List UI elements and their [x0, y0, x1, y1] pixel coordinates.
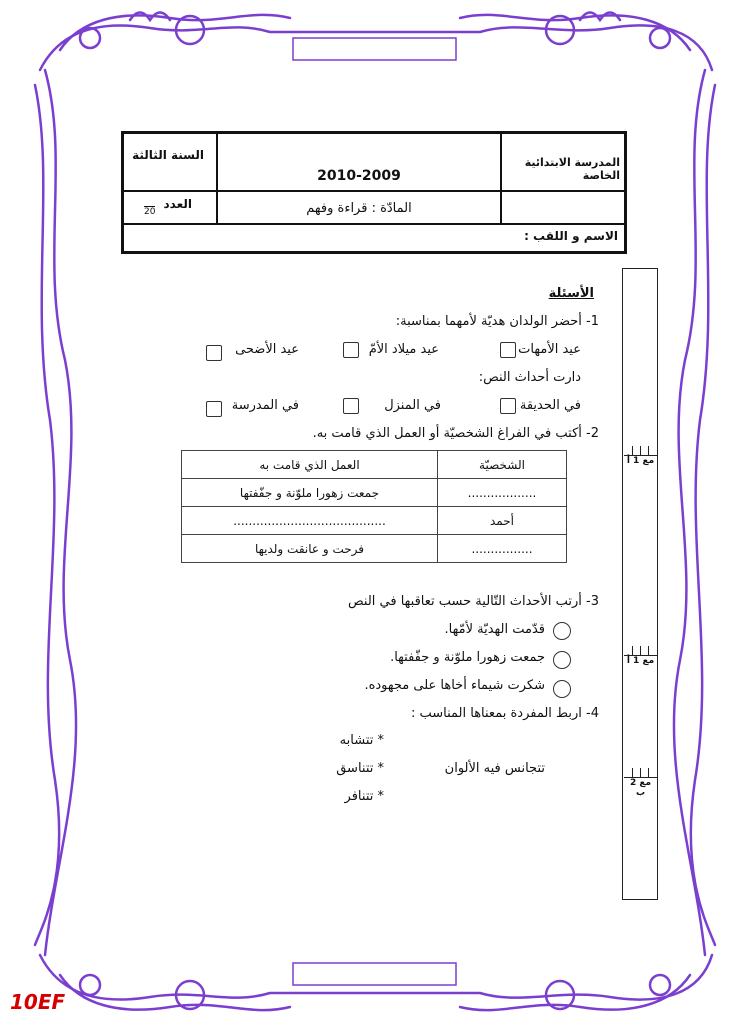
q4-prompt: 4- اربط المفردة بمعناها المناسب :	[410, 706, 599, 721]
school-name: المدرسة الابتدائية الخاصة	[500, 134, 624, 192]
mark-box-3	[624, 768, 657, 798]
q4-word-2: * تتناسق	[336, 761, 384, 776]
table-row	[182, 535, 567, 563]
table-header: الشخصيّة	[438, 451, 567, 479]
table-header-row	[182, 451, 567, 479]
q3-prompt: 3- أرتب الأحداث التّالية حسب تعاقبها في النص	[347, 594, 599, 609]
score-label: العدد	[163, 197, 192, 211]
q1-option-1: عيد الأمهات	[518, 342, 581, 357]
table-cell: أحمد	[438, 507, 567, 535]
table-row	[182, 507, 567, 535]
q3-item-3: شكرت شيماء أخاها على مجهوده.	[364, 678, 545, 693]
q1-option-3: عيد الأضحى	[235, 342, 299, 357]
mark-ticks	[624, 446, 657, 456]
mark-box-2	[624, 646, 657, 666]
q3-order-circle-1[interactable]	[553, 622, 571, 640]
grading-column	[622, 268, 658, 900]
table-cell[interactable]: ..................	[438, 479, 567, 507]
q1b-checkbox-2[interactable]	[343, 398, 359, 414]
mark-label: مع 1 أ	[626, 456, 655, 466]
empty-cell	[500, 192, 624, 225]
q1b-option-3: في المدرسة	[231, 398, 299, 413]
header-table	[121, 131, 627, 254]
q1-checkbox-2[interactable]	[343, 342, 359, 358]
q2-prompt: 2- أكتب في الفراغ الشخصيّة أو العمل الذي قامت به.	[312, 426, 599, 441]
mark-ticks	[624, 646, 657, 656]
mark-box-1	[624, 446, 657, 466]
q4-word-3: * تتنافر	[344, 789, 384, 804]
q1-prompt-2: دارت أحداث النص:	[478, 370, 581, 385]
table-cell[interactable]: ........................................	[182, 507, 438, 535]
q3-order-circle-2[interactable]	[553, 651, 571, 669]
mark-label: مع 2 ب	[629, 778, 652, 798]
score-total: 20	[144, 207, 156, 217]
q4-word-1: * تتشابه	[339, 733, 384, 748]
q1-checkbox-3[interactable]	[206, 345, 222, 361]
subject-label: المادّة : قراءة وفهم	[216, 192, 500, 225]
score-cell	[124, 192, 216, 225]
grade-label: السنة الثالثة	[124, 134, 216, 192]
table-row	[182, 479, 567, 507]
mark-label: مع 1 أ	[626, 656, 655, 666]
table-cell: جمعت زهورا ملوّنة و جفّفتها	[182, 479, 438, 507]
q1b-checkbox-3[interactable]	[206, 401, 222, 417]
q3-item-1: قدّمت الهديّة لأمّها.	[444, 622, 545, 637]
questions-title: الأسئلة	[548, 286, 594, 301]
site-logo: 10EF	[10, 990, 66, 1014]
table-cell[interactable]: ................	[438, 535, 567, 563]
school-year: 2010-2009	[216, 134, 500, 192]
q1-checkbox-1[interactable]	[500, 342, 516, 358]
mark-ticks	[624, 768, 657, 778]
q3-order-circle-3[interactable]	[553, 680, 571, 698]
name-field[interactable]: الاسم و اللقب :	[524, 229, 618, 243]
q1-prompt: 1- أحضر الولدان هديّة لأمهما بمناسبة:	[395, 314, 599, 329]
q1b-checkbox-1[interactable]	[500, 398, 516, 414]
q1-option-2: عيد ميلاد الأمّ	[368, 342, 439, 357]
q2-table	[181, 450, 567, 563]
q1b-option-1: في الحديقة	[519, 398, 581, 413]
table-header: العمل الذي قامت به	[182, 451, 438, 479]
q1b-option-2: في المنزل	[384, 398, 441, 413]
table-cell: فرحت و عانقت ولديها	[182, 535, 438, 563]
q4-meaning: تتجانس فيه الألوان	[444, 761, 545, 776]
q3-item-2: جمعت زهورا ملوّنة و جفّفتها.	[390, 650, 545, 665]
